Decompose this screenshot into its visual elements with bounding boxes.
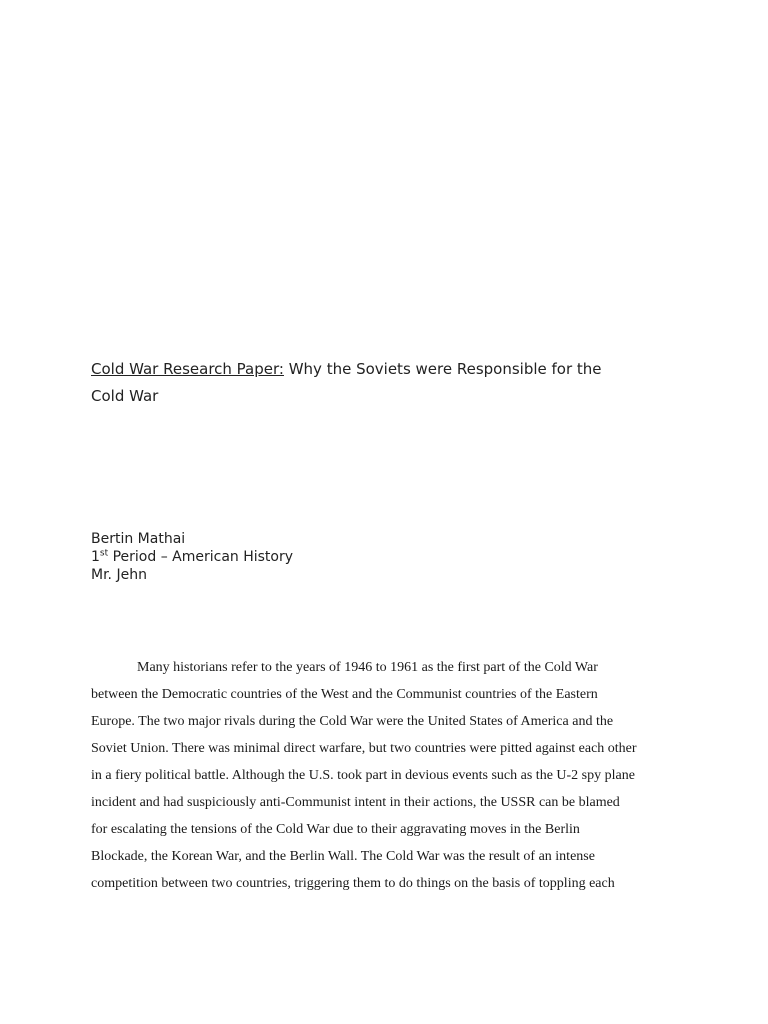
body-line: incident and had suspiciously anti-Communist intent in their actions, the USSR can be blamed [91,795,620,810]
class-period [91,548,591,566]
title-line-2: Cold War [91,387,159,405]
title-label: Cold War Research Paper: [91,360,284,378]
body-line: Soviet Union. There was minimal direct warfare, but two countries were pitted against each other [91,741,637,756]
body-line: Many historians refer to the years of 1946 to 1961 as the first part of the Cold War [137,660,598,675]
period-suffix: st [99,548,109,559]
teacher-name: Mr. Jehn [91,567,147,583]
body-line: for escalating the tensions of the Cold War due to their aggravating moves in the Berlin [91,822,580,837]
body-line: Blockade, the Korean War, and the Berlin Wall. The Cold War was the result of an intense [91,849,595,864]
document-title [91,356,691,410]
author-info [91,530,591,584]
period-number: 1 [91,549,100,565]
title-line-1: Why the Soviets were Responsible for the [283,360,602,378]
body-line: Europe. The two major rivals during the Cold War were the United States of America and the [91,714,614,729]
body-line: competition between two countries, triggering them to do things on the basis of toppling each [91,876,615,891]
period-rest: Period – American History [108,549,294,565]
body-line: between the Democratic countries of the West and the Communist countries of the Eastern [91,687,598,702]
body-paragraph [91,654,671,897]
body-line: in a fiery political battle. Although the U.S. took part in devious events such as the U-2 spy plane [91,768,635,783]
author-name: Bertin Mathai [91,531,186,547]
